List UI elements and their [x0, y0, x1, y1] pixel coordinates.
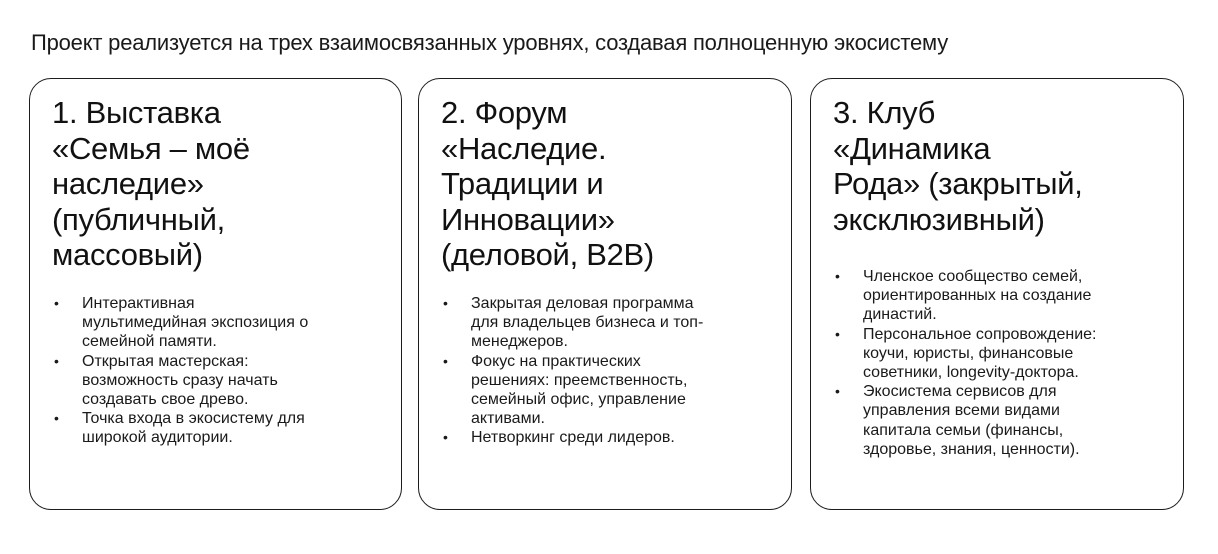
bullet-line: управления всеми видами [863, 402, 1060, 420]
bullet-text [471, 294, 777, 352]
bullet-item [52, 294, 387, 352]
card-title-line: наследие» [52, 166, 204, 201]
bullet-item [52, 409, 387, 447]
bullet-line: Интерактивная [82, 295, 195, 312]
bullet-line: Точка входа в экосистему для [82, 410, 305, 428]
card-title-line: «Наследие. [441, 130, 607, 166]
bullet-list [833, 267, 1169, 459]
bullet-text [82, 294, 387, 352]
bullet-marker: • [54, 410, 59, 427]
card-title [52, 95, 385, 273]
bullet-line: менеджеров. [471, 333, 568, 351]
bullet-line: коучи, юристы, финансовые [863, 344, 1074, 362]
card-title-line: Инновации» [441, 201, 615, 237]
bullet-marker: • [835, 268, 840, 284]
bullet-text [471, 352, 777, 429]
bullet-text [471, 428, 777, 447]
bullet-text [863, 325, 1169, 383]
bullet-item [441, 294, 777, 352]
bullet-line: Членское сообщество семей, [863, 268, 1083, 285]
bullet-line: ориентированных на создание [863, 287, 1092, 305]
card-title-line: 1. Выставка [52, 95, 221, 130]
bullet-line: Персональное сопровождение: [863, 325, 1097, 343]
bullet-line: семейной памяти. [82, 333, 217, 351]
bullet-marker: • [54, 352, 59, 369]
bullet-marker: • [835, 325, 840, 342]
bullet-marker: • [443, 295, 448, 311]
bullet-marker: • [54, 295, 59, 311]
card-title [833, 95, 1167, 237]
card-exhibition [29, 78, 402, 510]
bullet-marker: • [443, 429, 448, 446]
bullet-line: мультимедийная экспозиция о [82, 314, 309, 332]
bullet-line: здоровье, знания, ценности). [863, 440, 1080, 458]
bullet-text [863, 382, 1169, 459]
card-title-line: Традиции и [441, 166, 604, 201]
card-forum [418, 78, 792, 510]
bullet-item [833, 267, 1169, 325]
bullet-text [863, 267, 1169, 325]
bullet-line: Закрытая деловая программа [471, 295, 694, 312]
card-title-line: «Динамика [833, 130, 991, 166]
bullet-line: возможность сразу начать [82, 371, 278, 389]
bullet-text [82, 409, 387, 447]
card-title-line: (публичный, [52, 201, 225, 237]
bullet-line: Фокус на практических [471, 352, 641, 370]
bullet-marker: • [835, 383, 840, 400]
page-heading: Проект реализуется на трех взаимосвязанных уровнях, создавая полноценную экосистему [31, 30, 949, 55]
bullet-line: активами. [471, 410, 545, 428]
bullet-line: решениях: преемственность, [471, 371, 688, 389]
bullet-item [441, 352, 777, 429]
card-title-line: Рода» (закрытый, [833, 166, 1083, 201]
bullet-line: Нетворкинг среди лидеров. [471, 429, 675, 447]
bullet-line: Открытая мастерская: [82, 352, 249, 370]
bullet-line: для владельцев бизнеса и топ- [471, 314, 704, 332]
bullet-marker: • [443, 352, 448, 369]
bullet-line: советники, longevity-доктора. [863, 364, 1079, 382]
bullet-line: создавать свое древо. [82, 391, 249, 409]
bullet-line: Экосистема сервисов для [863, 383, 1057, 401]
bullet-line: широкой аудитории. [82, 429, 233, 447]
card-club [810, 78, 1184, 510]
card-title-line: 3. Клуб [833, 95, 936, 130]
card-title-line: (деловой, B2B) [441, 237, 654, 272]
bullet-item [833, 382, 1169, 459]
bullet-line: семейный офис, управление [471, 391, 686, 409]
bullet-list [441, 294, 777, 448]
bullet-line: династий. [863, 306, 937, 324]
card-title [441, 95, 775, 273]
card-title-line: массовый) [52, 237, 203, 272]
bullet-item [52, 352, 387, 410]
bullet-line: капитала семьи (финансы, [863, 421, 1064, 439]
card-title-line: эксклюзивный) [833, 201, 1045, 237]
bullet-text [82, 352, 387, 410]
bullet-list [52, 294, 387, 448]
card-title-line: 2. Форум [441, 95, 568, 130]
bullet-item [441, 428, 777, 447]
card-title-line: «Семья – моё [52, 130, 250, 166]
bullet-item [833, 325, 1169, 383]
